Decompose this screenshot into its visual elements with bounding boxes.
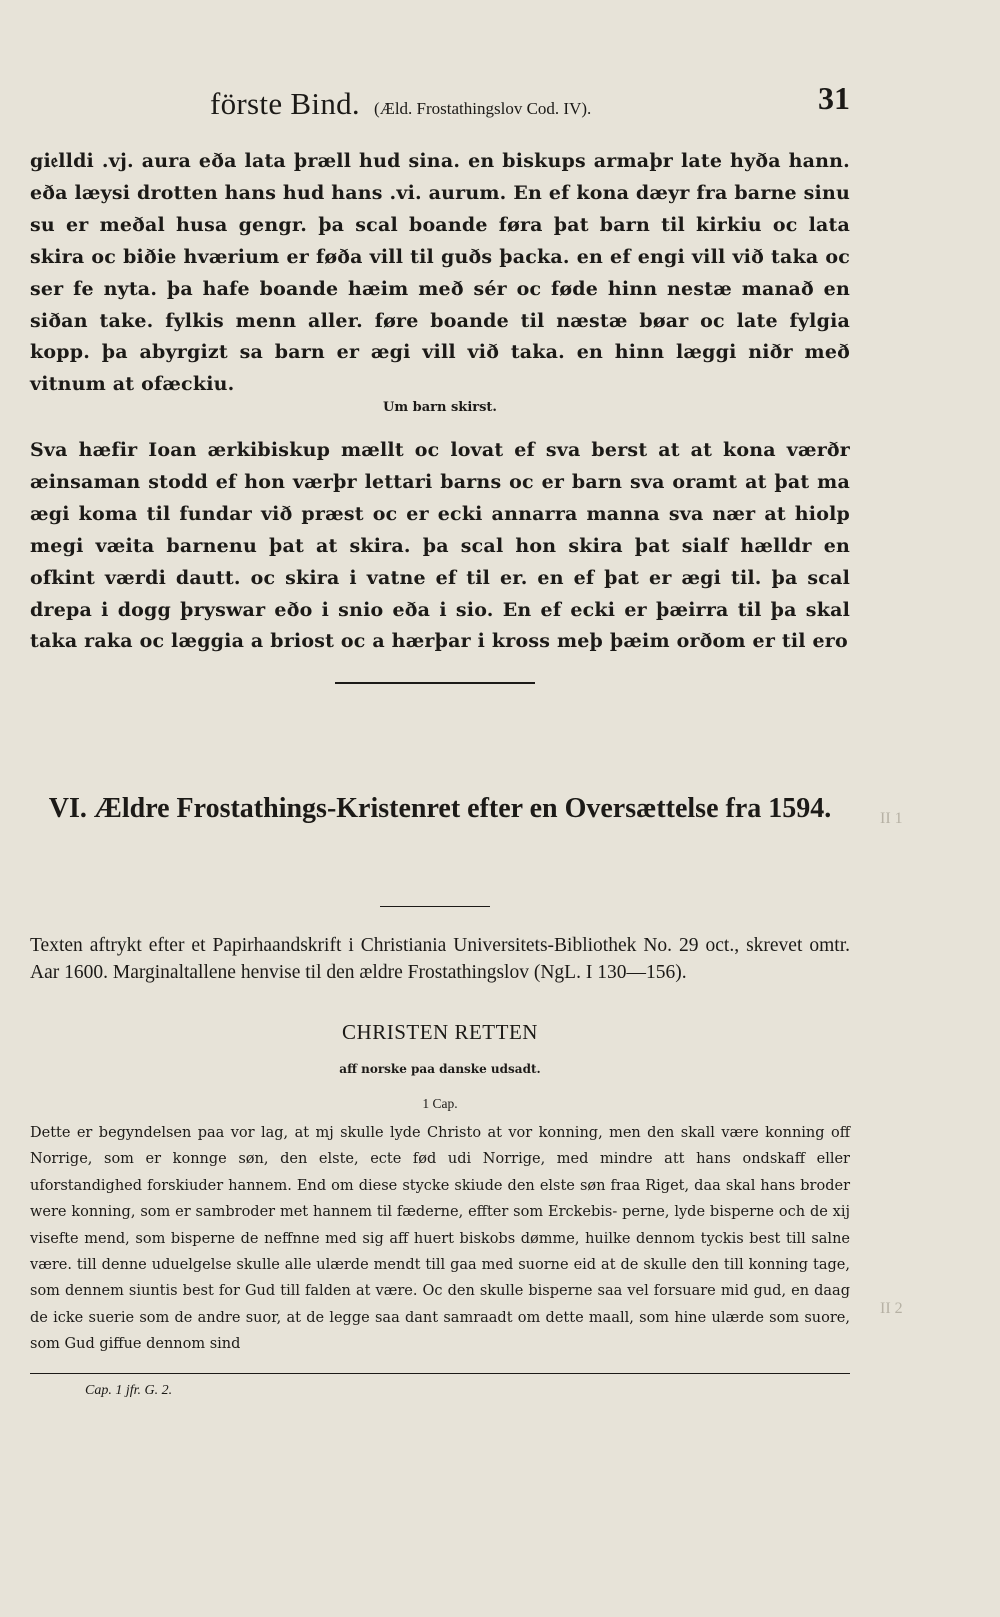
section-divider bbox=[335, 682, 535, 684]
chapter-label: 1 Cap. bbox=[422, 1096, 458, 1111]
old-norse-paragraph-1: gi𝔢lldi .vj. aura eða lata þræll hud sina. en biskups armaþr late hyða hann. eða læysi drotten hans hud hans .vi. aurum. En ef kona dæyr fra barne sinu su er meðal husa gengr. þa scal boande føra þat barn til kirkiu oc lata skira oc biðie hværium er føða vill til guðs þacka. en ef engi vill við taka oc ser fe nyta. þa hafe boande hæim með sér oc føde hinn nestæ manað en siðan take. fylkis menn aller. føre boande til næstæ bøar oc late fylgia kopp. þa abyrgizt sa barn er ægi vill við taka. en hinn læggi niðr með vitnum at ofæckiu. bbox=[30, 150, 850, 396]
danish-body-text: Dette er begyndelsen paa vor lag, at mj skulle lyde Christo at vor konning, men den skall være konning off Norrige, som er konnge søn, den elste, ecte fød udi Norrige, med mindre att hans ondskaff eller uforstandighed forskiuder hannem. End om diese stycke skiude den elste søn fraa Riget, daa skal hans broder were konning, som er sambroder met hannem til fæderne, effter som Erckebis- perne, lyde bisperne och de xij visefte mend, som bisperne de neffnne med sig aff huert biskobs dømme, huilke dennom tyckis best till salne være. till denne uduelgelse skulle alle ulærde mendt till gaa med suorne eid at de skulle den till konning tage, som dennem siuntis best for Gud till falden at være. Oc den skulle bisperne saa vel forsuare mid gud, en daag de icke suerie som de andre suor, at de legge saa dant samraadt om dette maall, som hine ulærde som suore, som Gud giffue dennom sind bbox=[30, 1125, 850, 1353]
running-head-title-text: förste Bind. bbox=[210, 86, 360, 121]
page-number: 31 bbox=[818, 80, 850, 116]
christen-retten-subtitle: aff norske paa danske udsadt. bbox=[339, 1062, 541, 1076]
running-head-title bbox=[210, 86, 591, 122]
footnote: Cap. 1 jfr. G. 2. bbox=[85, 1383, 173, 1398]
christen-retten-title: CHRISTEN RETTEN bbox=[342, 1020, 538, 1044]
footnote-rule bbox=[30, 1373, 850, 1374]
title-underline bbox=[380, 906, 490, 907]
margin-note-ii-1: II 1 bbox=[880, 810, 903, 827]
section-title: VI. Ældre Frostathings-Kristenret efter en Oversættelse fra 1594. bbox=[48, 793, 832, 824]
margin-note-ii-2: II 2 bbox=[880, 1300, 903, 1317]
running-head-subtitle: (Æld. Frostathingslov Cod. IV). bbox=[374, 99, 592, 118]
running-head bbox=[30, 80, 850, 130]
subheading-barn-skirst: Um barn skirst. bbox=[383, 400, 497, 415]
intro-paragraph: Texten aftrykt efter et Papirhaandskrift i Christiania Universitets-Bibliothek No. 29 oct., skrevet omtr. Aar 1600. Marginaltallene henvise til den ældre Frostathingslov (NgL. I 130—156). bbox=[30, 935, 850, 983]
old-norse-paragraph-2: Sva hæfir Ioan ærkibiskup mællt oc lovat ef sva berst at at kona værðr æinsaman stodd ef hon værþr lettari barns oc er barn sva oramt at þat ma ægi koma til fundar við præst oc er ecki annarra manna sva nær at hiolp megi væita barnenu þat at skira. þa scal hon skira þat sialf hælldr en ofkint værdi dautt. oc skira i vatne ef til er. en ef þat er ægi til. þa scal drepa i dogg þryswar eðo i snio eða i sio. En ef ecki er þæirra til þa skal taka raka oc læggia a briost oc a hærþar i kross meþ þæim orðom er til ero bbox=[30, 439, 850, 653]
